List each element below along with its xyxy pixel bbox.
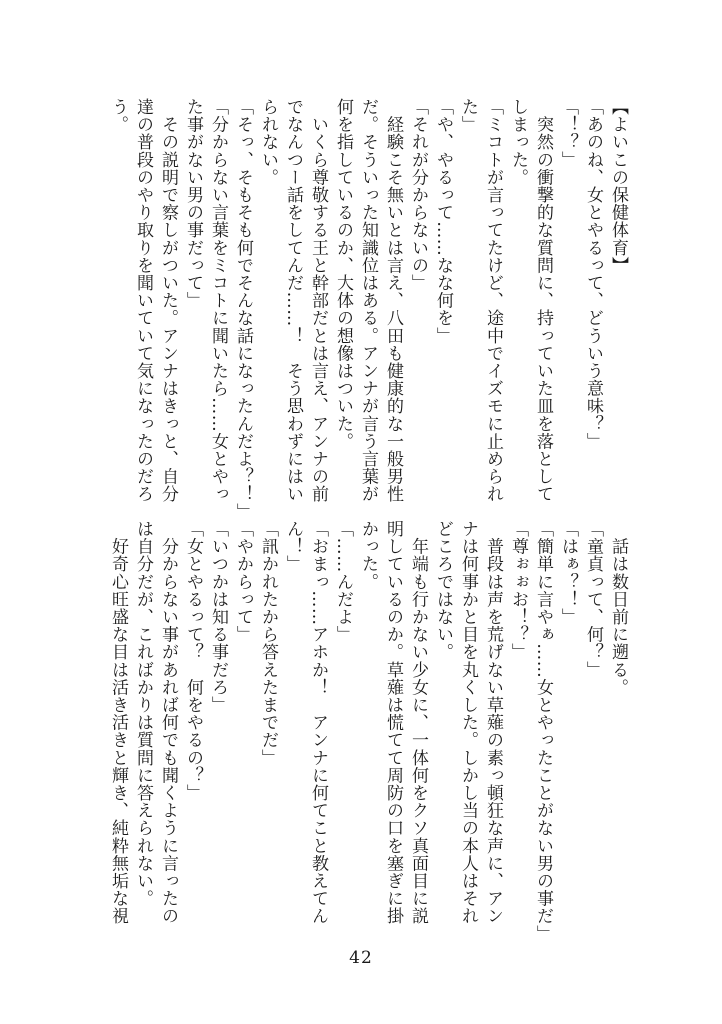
text-line: 「や、やるって……なな何を」 (433, 98, 453, 345)
text-line: いくら尊敬する王と幹部だとは言え、アンナの前 (308, 98, 328, 503)
text-line: 話は数日前に遡る。 (608, 520, 628, 696)
text-line: でなんつー話をしてんだ……！ そう思わずにはい (283, 98, 303, 503)
text-line: 「女とやるって？ 何をやるの？」 (183, 520, 203, 802)
text-line: 「そっ、そもそも何でそんな話になったんだよ？！」 (233, 98, 253, 521)
text-line: 好奇心旺盛な目は活き活きと輝き、純粋無垢な視 (108, 520, 128, 925)
section-title: 【よいこの保健体育】 (608, 98, 628, 274)
text-line: 普段は声を荒げない草薙の素っ頓狂な声に、アン (483, 520, 503, 925)
text-line: 「おまっ……アホか！ アンナに何てこと教えてん (308, 520, 328, 925)
text-line: 経験こそ無いとは言え、八田も健康的な一般男性 (383, 98, 403, 503)
text-line: られない。 (258, 98, 278, 186)
text-line: 「あのね、女とやるって、どういう意味？」 (583, 98, 603, 450)
text-line: 突然の衝撃的な質問に、持っていた皿を落として (533, 98, 553, 503)
text-line: かった。 (358, 520, 378, 591)
text-line: 年端も行かない少女に、一体何をクソ真面目に説 (408, 520, 428, 925)
text-line: 「それが分からないの」 (408, 98, 428, 292)
text-line: どころではない。 (433, 520, 453, 661)
text-line: 分からない事があれば何でも聞くように言ったの (158, 520, 178, 925)
text-line: ん！」 (283, 520, 303, 573)
text-line: う。 (108, 98, 128, 134)
upper-text-block (105, 98, 630, 521)
text-line: 「童貞って、何？」 (583, 520, 603, 679)
text-line: 「はぁ？！」 (558, 520, 578, 626)
text-line: 「ミコトが言ってたけど、途中でイズモに止められ (483, 98, 503, 503)
text-line: 「簡単に言やぁ……女とやったことがない男の事だ」 (533, 520, 553, 943)
text-line: だ。そういった知識位はある。アンナが言う言葉が (358, 98, 378, 503)
text-line: 「やからって」 (233, 520, 253, 644)
text-line: は自分だが、こればかりは質問に答えられない。 (133, 520, 153, 908)
text-line: 「！？」 (558, 98, 578, 169)
text-line: 何を指しているのか、大体の想像はついた。 (333, 98, 353, 450)
text-line: しまった。 (508, 98, 528, 186)
text-line: 「分からない言葉をミコトに聞いたら……女とやっ (208, 98, 228, 503)
text-line: 「……んだよ」 (333, 520, 353, 644)
text-line: 明しているのか。草薙は慌てて周防の口を塞ぎに掛 (383, 520, 403, 925)
lower-text-block (105, 520, 630, 943)
text-line: 「いつかは知る事だろ」 (208, 520, 228, 714)
text-line: 「尊ぉぉお！？」 (508, 520, 528, 661)
text-line: その説明で察しがついた。アンナはきっと、自分 (158, 98, 178, 503)
text-line: 達の普段のやり取りを聞いていて気になったのだろ (133, 98, 153, 503)
text-line: た事がない男の事だって」 (183, 98, 203, 310)
page-number: 42 (349, 948, 373, 968)
text-line: ナは何事かと目を丸くした。しかし当の本人はそれ (458, 520, 478, 925)
text-line: 「訊かれたから答えたまでだ」 (258, 520, 278, 767)
text-line: た」 (458, 98, 478, 134)
